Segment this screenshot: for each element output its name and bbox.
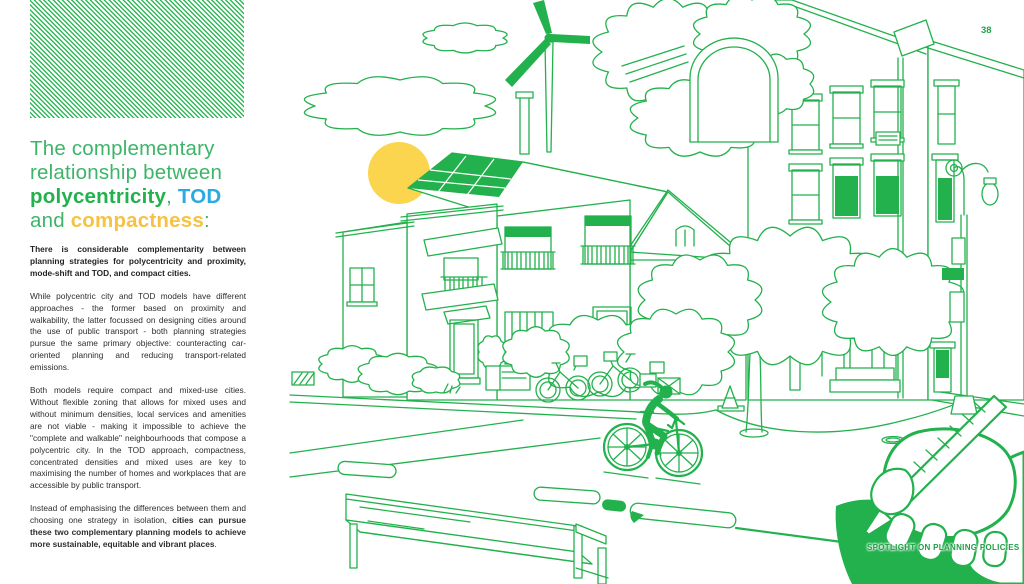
keyword-compactness: compactness	[70, 209, 204, 232]
page-number: 38	[981, 25, 992, 36]
lamp-sign	[942, 268, 964, 280]
keyword-tod: TOD	[177, 185, 222, 208]
wind-turbine	[505, 0, 590, 152]
clouds	[304, 23, 507, 135]
park-bench	[346, 494, 608, 584]
hand-with-pencil	[836, 396, 1024, 584]
footer-section-label: SPOTLIGHT ON PLANNING POLICIES	[867, 543, 1020, 552]
paragraph-3: Both models require compact and mixed-use cities. Without flexible zoning that allows for mixed uses and without minimum densities, local services and amenities are not viable - making it impossible to achieve the "complete and walkable" neighbourhoods that compose a polycentric city. In the TOD approach, compactness, concentrated densities and mixed uses are key to maximising the number of homes and workplaces that are accessible by public transport.	[30, 385, 246, 491]
title-line-3: polycentricity, TOD	[30, 185, 222, 208]
title-line-1: The complementary	[30, 137, 215, 160]
title-line-2: relationship between	[30, 161, 223, 184]
paragraph-4: Instead of emphasising the differences between them and choosing one strategy in isolation, cities can pursue these two complementary planning models to achieve more sustainable, equitable and vibrant places.	[30, 503, 246, 549]
paragraph-lead: There is considerable complementarity between planning strategies for polycentricity and proximity, mode-shift and TOD, and compact cities.	[30, 244, 246, 278]
sun	[368, 142, 430, 204]
title-line-4: and compactness:	[30, 209, 210, 232]
thumb	[871, 469, 913, 514]
keyword-polycentricity: polycentricity	[30, 185, 167, 208]
paragraph-2: While polycentric city and TOD models have different approaches - the former based on proximity and walkability, the latter focussed on designing cities around the use of public transport - both planning strategies pursue the same primary objective: counteracting car-oriented planning and reducing transport-related emissions.	[30, 290, 246, 373]
